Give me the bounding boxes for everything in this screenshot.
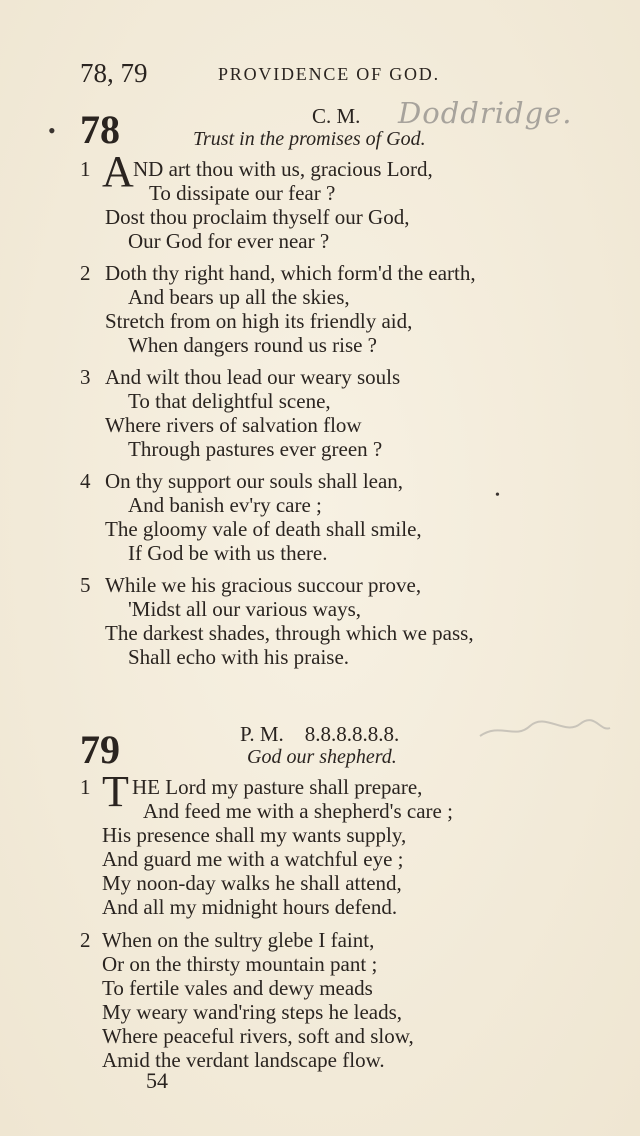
verse-line: Or on the thirsty mountain pant ; [102,952,378,976]
verse-line: When on the sultry glebe I faint, [102,928,375,952]
verse-line: Where rivers of salvation flow [105,413,362,437]
verse-line: Stretch from on high its friendly aid, [105,309,413,333]
verse-line: And feed me with a shepherd's care ; [143,799,453,823]
verse-line: His presence shall my wants supply, [102,823,407,847]
page-number: 54 [146,1068,168,1093]
verse-line: The darkest shades, through which we pass, [105,621,474,645]
verse-number: 4 [80,469,91,493]
verse-line: If God be with us there. [128,541,328,565]
verse-line: My weary wand'ring steps he leads, [102,1000,403,1024]
running-head-hymn-numbers: 78, 79 [80,58,148,88]
verse-line: While we his gracious succour prove, [105,573,422,597]
verse-number: 5 [80,573,91,597]
stray-ink-dot: • [495,488,500,503]
verse-number: 3 [80,365,91,389]
verse-line: Doth thy right hand, which form'd the earth, [105,261,476,285]
verse-line: My noon-day walks he shall attend, [102,871,402,895]
hymn-79-meter: P. M. 8.8.8.8.8.8. [240,722,400,746]
verse-line: On thy support our souls shall lean, [105,469,404,493]
verse-line: And wilt thou lead our weary souls [105,365,401,389]
verse-line: ND art thou with us, gracious Lord, [133,157,433,181]
verse-line: Shall echo with his praise. [128,645,350,669]
margin-dot-mark: • [48,118,56,143]
verse-line: Through pastures ever green ? [128,437,383,461]
verse-line: Dost thou proclaim thyself our God, [105,205,410,229]
verse-line: To dissipate our fear ? [149,181,336,205]
verse-line: And bears up all the skies, [128,285,350,309]
verse-number: 2 [80,928,91,952]
verse-line: When dangers round us rise ? [128,333,378,357]
verse-line: And all my midnight hours defend. [102,895,398,919]
verse-number: 2 [80,261,91,285]
running-head-section-title: PROVIDENCE OF GOD. [218,64,440,84]
verse-line: To that delightful scene, [128,389,331,413]
verse-line: And banish ev'ry care ; [128,493,322,517]
verse-line: And guard me with a watchful eye ; [102,847,404,871]
verse-line: To fertile vales and dewy meads [102,976,373,1000]
hymn-79-number: 79 [80,727,120,772]
verse-line: Our God for ever near ? [128,229,330,253]
faint-handwritten-annotation [470,712,615,748]
drop-cap: T [102,767,129,816]
verse-line: Amid the verdant landscape flow. [102,1048,385,1072]
verse-number: 1 [80,157,91,181]
handwritten-author-annotation: Doddridge. [398,96,573,130]
verse-line: Where peaceful rivers, soft and slow, [102,1024,414,1048]
verse-number: 1 [80,775,91,799]
drop-cap: A [102,147,134,196]
hymn-78-number: 78 [80,107,120,152]
verse-line: The gloomy vale of death shall smile, [105,517,422,541]
hymn-78-title: Trust in the promises of God. [193,128,426,150]
hymn-78-meter: C. M. [312,104,361,128]
hymn-79-title: God our shepherd. [247,746,397,768]
verse-line: 'Midst all our various ways, [128,597,362,621]
verse-line: HE Lord my pasture shall prepare, [132,775,423,799]
